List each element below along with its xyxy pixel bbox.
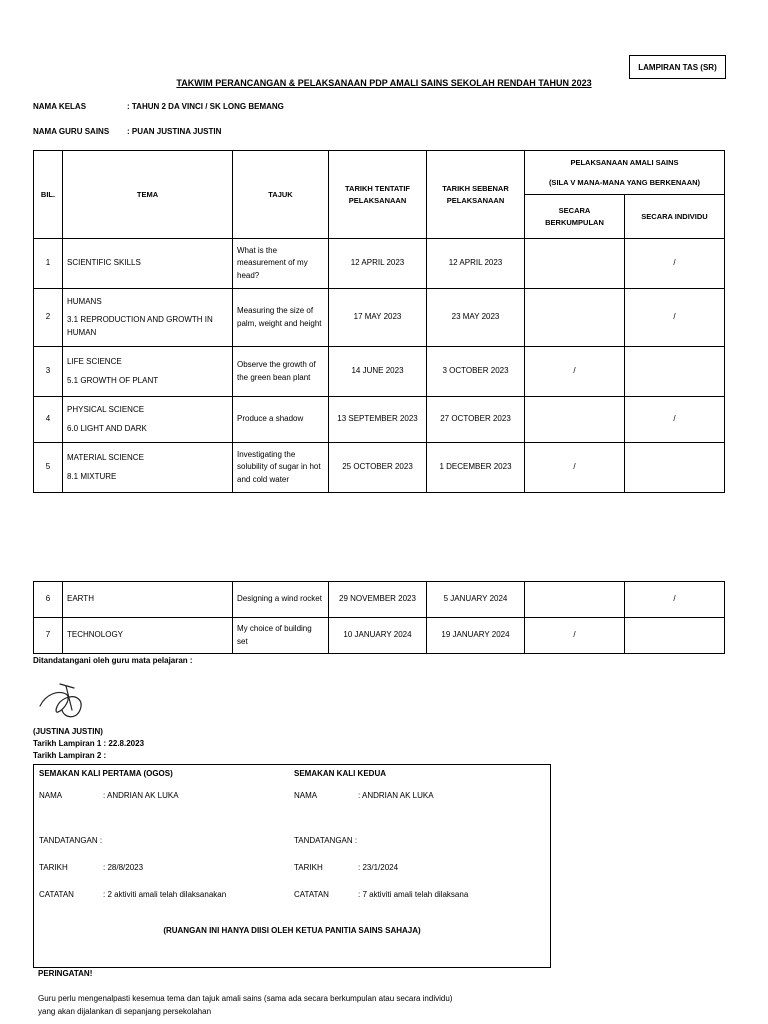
row-individu-mark: / — [625, 397, 725, 443]
row-tentatif: 14 JUNE 2023 — [329, 347, 427, 397]
row-sebenar: 23 MAY 2023 — [427, 289, 525, 347]
table-row — [34, 443, 725, 493]
row-tema-sub: 8.1 MIXTURE — [67, 471, 117, 481]
class-value: : TAHUN 2 DA VINCI / SK LONG BEMANG — [127, 102, 284, 111]
class-label: NAMA KELAS — [33, 102, 87, 111]
row-tajuk: Observe the growth of the green bean plant — [233, 347, 329, 397]
header-bil: BIL. — [34, 151, 63, 239]
row-bil: 1 — [34, 239, 63, 289]
first-tarikh-value: : 28/8/2023 — [103, 863, 144, 872]
row-individu-mark — [625, 618, 725, 654]
table-row — [34, 289, 725, 347]
row-tema — [63, 239, 233, 289]
row-bil: 5 — [34, 443, 63, 493]
row-sebenar: 5 JANUARY 2024 — [427, 582, 525, 618]
attachment-date-2: Tarikh Lampiran 2 : — [33, 751, 107, 760]
practical-schedule-table — [33, 150, 725, 493]
header-tajuk: TAJUK — [233, 151, 329, 239]
first-nama-value: : ANDRIAN AK LUKA — [103, 791, 179, 800]
row-tentatif: 29 NOVEMBER 2023 — [329, 582, 427, 618]
row-tema-sub: 5.1 GROWTH OF PLANT — [67, 375, 159, 385]
teacher-value: : PUAN JUSTINA JUSTIN — [127, 127, 222, 136]
row-tentatif: 17 MAY 2023 — [329, 289, 427, 347]
row-kumpulan-mark: / — [525, 347, 625, 397]
header-individu: SECARA INDIVIDU — [625, 195, 725, 239]
row-tema-main: LIFE SCIENCE — [67, 357, 122, 367]
row-kumpulan-mark — [525, 397, 625, 443]
row-kumpulan-mark — [525, 582, 625, 618]
table-row — [34, 239, 725, 289]
attachment-date-1: Tarikh Lampiran 1 : 22.8.2023 — [33, 739, 145, 748]
row-sebenar: 1 DECEMBER 2023 — [427, 443, 525, 493]
row-tema — [63, 443, 233, 493]
second-nama-label: NAMA — [294, 791, 318, 800]
row-tema: TECHNOLOGY — [63, 618, 233, 654]
first-signature-label: TANDATANGAN : — [39, 836, 103, 845]
first-review-title: SEMAKAN KALI PERTAMA (OGOS) — [39, 769, 173, 778]
row-tema-sub: 3.1 REPRODUCTION AND GROWTH IN HUMAN — [67, 315, 213, 337]
row-kumpulan-mark: / — [525, 443, 625, 493]
row-tema-main: HUMANS — [67, 296, 102, 306]
row-bil: 2 — [34, 289, 63, 347]
second-review-title: SEMAKAN KALI KEDUA — [294, 769, 386, 778]
row-bil: 4 — [34, 397, 63, 443]
row-tentatif: 10 JANUARY 2024 — [329, 618, 427, 654]
second-tarikh-label: TARIKH — [294, 863, 323, 872]
first-tarikh-label: TARIKH — [39, 863, 68, 872]
row-tema: EARTH — [63, 582, 233, 618]
row-sebenar: 19 JANUARY 2024 — [427, 618, 525, 654]
table-row — [34, 618, 725, 654]
teacher-signature-name: (JUSTINA JUSTIN) — [33, 727, 103, 736]
row-bil: 7 — [34, 618, 63, 654]
table-row — [34, 582, 725, 618]
row-tema — [63, 347, 233, 397]
second-catatan-label: CATATAN — [294, 890, 329, 899]
table-row — [34, 397, 725, 443]
header-tema: TEMA — [63, 151, 233, 239]
row-bil: 3 — [34, 347, 63, 397]
row-sebenar: 3 OCTOBER 2023 — [427, 347, 525, 397]
row-kumpulan-mark — [525, 239, 625, 289]
row-tema-main: PHYSICAL SCIENCE — [67, 405, 145, 415]
practical-schedule-table-continued — [33, 581, 725, 654]
header-pelaksanaan — [525, 151, 725, 195]
row-individu-mark — [625, 347, 725, 397]
document-title: TAKWIM PERANCANGAN & PELAKSANAAN PDP AMALI SAINS SEKOLAH RENDAH TAHUN 2023 — [176, 78, 592, 88]
second-tarikh-value: : 23/1/2024 — [358, 863, 399, 872]
row-tentatif: 25 OCTOBER 2023 — [329, 443, 427, 493]
row-tajuk: Investigating the solubility of sugar in hot and cold water — [233, 443, 329, 493]
row-individu-mark: / — [625, 239, 725, 289]
row-tema-main: SCIENTIFIC SKILLS — [67, 258, 141, 268]
row-tema-main: MATERIAL SCIENCE — [67, 453, 144, 463]
header-sebenar: TARIKH SEBENAR PELAKSANAAN — [427, 151, 525, 239]
row-sebenar: 12 APRIL 2023 — [427, 239, 525, 289]
row-tema-sub: 6.0 LIGHT AND DARK — [67, 423, 147, 433]
table-row — [34, 347, 725, 397]
teacher-label: NAMA GURU SAINS — [33, 127, 110, 136]
warning-title: PERINGATAN! — [38, 969, 93, 978]
header-berkumpulan: SECARA BERKUMPULAN — [525, 195, 625, 239]
header-pelaksanaan-title: PELAKSANAAN AMALI SAINS — [570, 157, 679, 167]
row-kumpulan-mark — [525, 289, 625, 347]
review-box — [33, 764, 551, 968]
row-tentatif: 13 SEPTEMBER 2023 — [329, 397, 427, 443]
second-catatan-value: : 7 aktiviti amali telah dilaksana — [358, 890, 469, 899]
row-tajuk: Designing a wind rocket — [233, 582, 329, 618]
signed-by-label: Ditandatangani oleh guru mata pelajaran : — [33, 656, 193, 665]
attachment-tag: LAMPIRAN TAS (SR) — [629, 55, 726, 79]
row-individu-mark: / — [625, 289, 725, 347]
row-kumpulan-mark: / — [525, 618, 625, 654]
row-tajuk: My choice of building set — [233, 618, 329, 654]
second-nama-value: : ANDRIAN AK LUKA — [358, 791, 434, 800]
signature-icon — [36, 680, 96, 726]
row-tajuk: Produce a shadow — [233, 397, 329, 443]
first-catatan-label: CATATAN — [39, 890, 74, 899]
row-tema — [63, 289, 233, 347]
review-box-note: (RUANGAN INI HANYA DIISI OLEH KETUA PANITIA SAINS SAHAJA) — [163, 926, 421, 935]
first-catatan-value: : 2 aktiviti amali telah dilaksanakan — [103, 890, 227, 899]
second-signature-label: TANDATANGAN : — [294, 836, 358, 845]
row-individu-mark — [625, 443, 725, 493]
row-tajuk: Measuring the size of palm, weight and height — [233, 289, 329, 347]
row-tema — [63, 397, 233, 443]
row-bil: 6 — [34, 582, 63, 618]
first-nama-label: NAMA — [39, 791, 63, 800]
row-tajuk: What is the measurement of my head? — [233, 239, 329, 289]
warning-text: Guru perlu mengenalpasti kesemua tema dan tajuk amali sains (sama ada secara berkumpulan atau secara individu) yang akan dijalankan di sepanjang persekolahan — [38, 994, 453, 1017]
row-sebenar: 27 OCTOBER 2023 — [427, 397, 525, 443]
header-tentatif: TARIKH TENTATIF PELAKSANAAN — [329, 151, 427, 239]
row-individu-mark: / — [625, 582, 725, 618]
header-pelaksanaan-note: (SILA V MANA-MANA YANG BERKENAAN) — [548, 177, 701, 187]
row-tentatif: 12 APRIL 2023 — [329, 239, 427, 289]
